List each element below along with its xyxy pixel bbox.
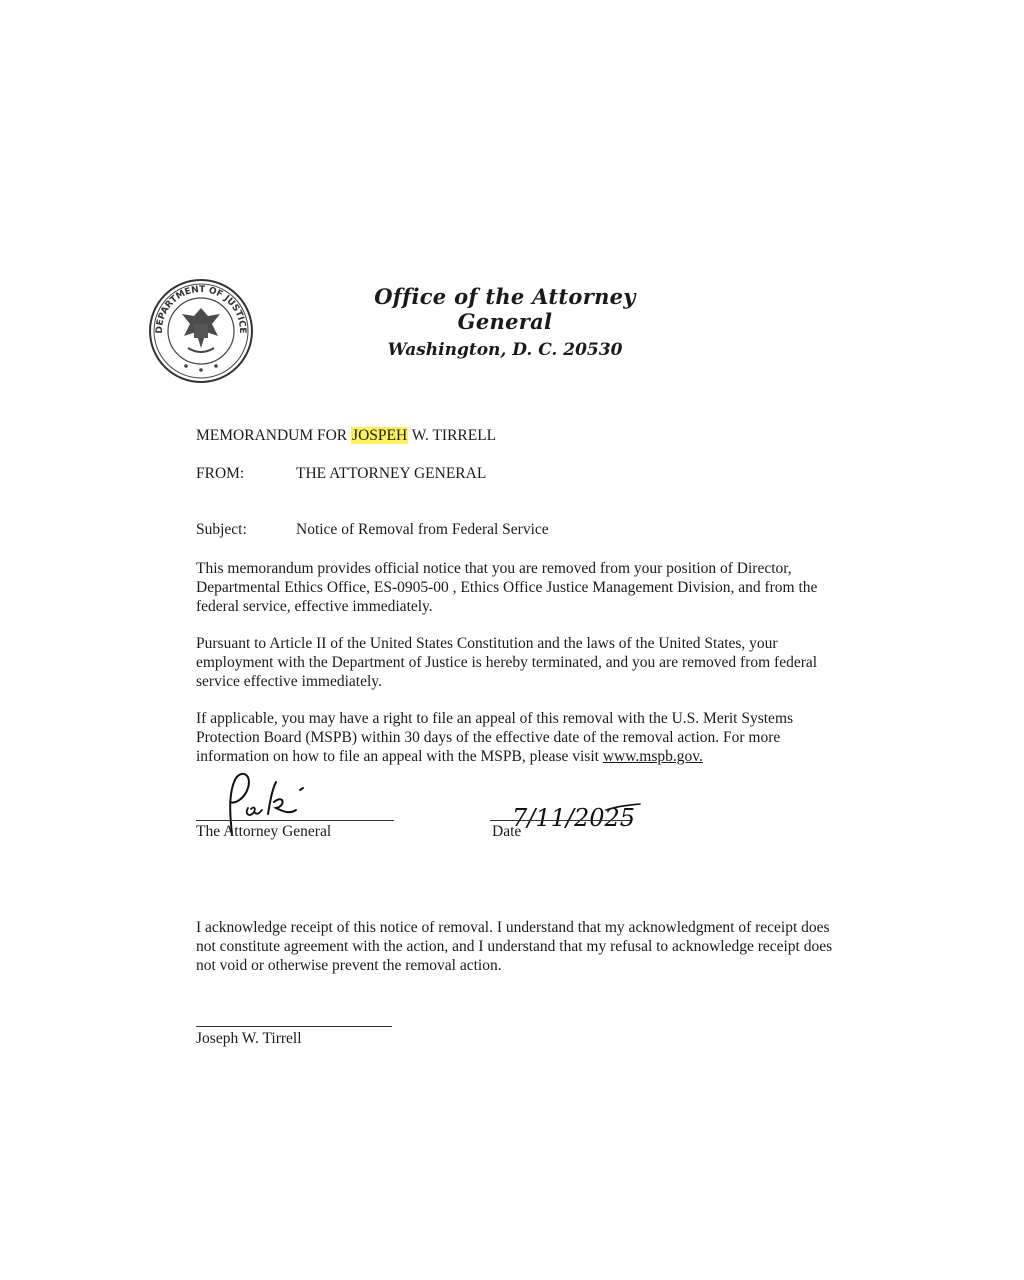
handwritten-date-text: 7/11/2025 — [512, 804, 636, 832]
acknowledgment-signature-line — [196, 1026, 392, 1027]
svg-text:DEPARTMENT OF JUSTICE: DEPARTMENT OF JUSTICE — [154, 284, 248, 334]
letterhead-title: Office of the Attorney General — [374, 284, 636, 334]
body-paragraph-3 — [196, 709, 846, 766]
body-paragraph-2: Pursuant to Article II of the United States Constitution and the laws of the United States, your employment with the Department of Justice is hereby terminated, and you are removed from federal service effective immediately. — [196, 635, 818, 690]
signature-line — [196, 820, 394, 821]
from-label: FROM: — [196, 465, 245, 482]
letterhead — [330, 284, 680, 360]
doj-seal-icon — [148, 278, 254, 384]
signer-label: The Attorney General — [196, 823, 332, 840]
date-label: Date — [492, 823, 522, 840]
date-line — [490, 820, 630, 821]
from-value: THE ATTORNEY GENERAL — [296, 465, 487, 482]
mspb-link[interactable]: www.mspb.gov. — [602, 748, 703, 765]
memo-suffix: W. TIRRELL — [408, 427, 497, 444]
body-paragraph-1: This memorandum provides official notice that you are removed from your position of Director, Departmental Ethics Office, ES-0905-00 , Ethics Office Justice Management Division, and from the federal service, effective immediately. — [196, 560, 818, 615]
memo-prefix: MEMORANDUM FOR — [196, 427, 352, 444]
acknowledgment-name: Joseph W. Tirrell — [196, 1030, 302, 1047]
acknowledgment-paragraph: I acknowledge receipt of this notice of removal. I understand that my acknowledgment of receipt does not constitute agreement with the action, and I understand that my refusal to acknowledge receipt does not void or otherwise prevent the removal action. — [196, 919, 833, 974]
letterhead-address: Washington, D. C. 20530 — [387, 340, 623, 360]
handwritten-date — [506, 796, 656, 836]
subject-value: Notice of Removal from Federal Service — [296, 521, 549, 538]
appeal-text: If applicable, you may have a right to file an appeal of this removal with the U.S. Merit Systems Protection Board (MSPB) within 30 days of the effective date of the removal action. For more information on how to file an appeal with the MSPB, please visit — [196, 710, 794, 765]
subject-label: Subject: — [196, 521, 247, 538]
highlighted-name: JOSPEH — [352, 427, 408, 444]
memo-recipient-line — [196, 427, 496, 445]
